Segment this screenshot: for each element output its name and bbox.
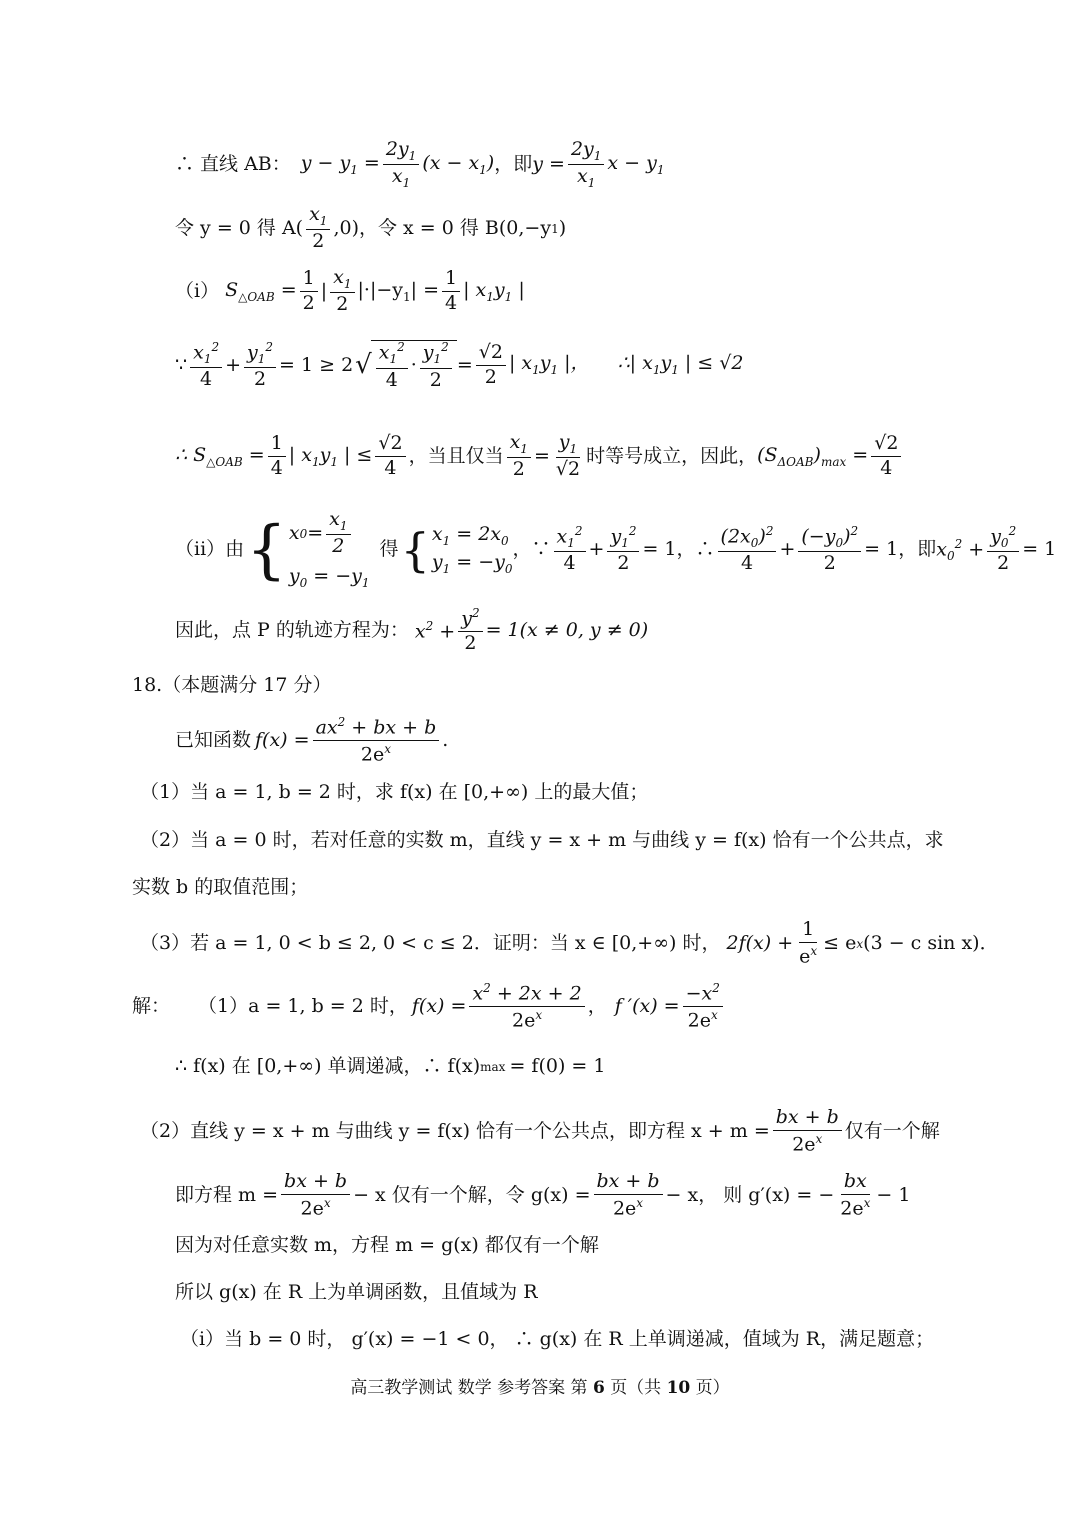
q3-end: (3 − c sin x)．	[863, 932, 999, 955]
intercepts-line: 令 y = 0 得 A( $\frac{x_1}{2}$ ,0)，令 x = 0 得 B(0,−y 1 )	[175, 203, 567, 253]
solution-1: 解： （1）a = 1, b = 2 时， f(x) = $\frac{x^2 + 2x + 2}{2e^x}$ ， f ′(x) = $\frac{-x^2}{2e^x}$	[132, 982, 726, 1032]
q2-text-a: （2）当 a = 0 时，若对任意的实数 m，直线 y = x + m 与曲线 y = f(x) 恰有一个公共点，求	[140, 829, 944, 851]
solution-2-b: 即方程 m = $\frac{bx + b}{2e^x}$ − x 仅有一个解，令 g(x) = $\frac{bx + b}{2e^x}$ − x， 则 g′(x) = − $\frac{bx}{2e^x}$ − 1	[175, 1170, 911, 1220]
sub-question-3: （3）若 a = 1, 0 < b ≤ 2, 0 < c ≤ 2．证明：当 x ∈ [0,+∞) 时， 2f(x) + $\frac{1}{e^x}$ ≤ e x (3 − c sin x)．	[140, 918, 999, 968]
sol2b-text: 即方程 m =	[175, 1184, 279, 1207]
page-footer	[0, 1373, 1080, 1398]
sol1-conclusion-end: = f(0) = 1	[509, 1055, 606, 1077]
q3-tail: ≤ e	[823, 932, 857, 955]
sub-question-2-cont	[132, 878, 308, 897]
case-ii-label: （ii）由	[175, 538, 245, 561]
sol1-comma: ，	[587, 995, 607, 1018]
locus-line: 因此，点 P 的轨迹方程为： $x^2$ + $\frac{y^2}{2}$ = 1(x ≠ 0, y ≠ 0)	[175, 606, 649, 655]
given-function: 已知函数 f(x) = $\frac{ax^2 + bx + b}{2e^x}$ .	[175, 715, 449, 766]
q18-title-text: 18.（本题满分 17 分）	[132, 674, 332, 696]
solution-label: 解：	[132, 995, 171, 1018]
system-line: （ii）由 { x 0 = $\frac{x_1}{2}$ $y_0 = -y_1$ 得 { $x_1 = 2x_0$ $y_1 = -y_0$ ，∵ $\frac{x_1^2}{4}$ + $\frac{y_1^2}{2}$ = 1，∴ $\frac{(2x_0)^2}{4}$ + $\frac{(-y_0)^2}{2}$ = 1，即 $x_0^2$ + $\frac{y_0^2}{2}$ = 1	[175, 508, 1057, 591]
solution-2: （2）直线 y = x + m 与曲线 y = f(x) 恰有一个公共点，即方程 x + m = $\frac{bx + b}{2e^x}$ 仅有一个解	[140, 1106, 940, 1156]
given-text: 已知函数	[175, 729, 252, 752]
q2-text-b: 实数 b 的取值范围；	[132, 876, 309, 898]
footer-text-c: 页）	[695, 1378, 730, 1398]
am-gm-line: ∵ $\frac{x_1^2}{4}$ + $\frac{y_1^2}{2}$ = 1 ≥ 2 √ $\frac{x_1^2}{4}$ · $\frac{y_1^2}{2}$ = $\frac{√2}{2}$ | $x_1y_1$ |， ∴| $x_1y_1$ | ≤ √2	[175, 339, 744, 391]
q1-text: （1）当 a = 1, b = 2 时，求 f(x) 在 [0,+∞) 上的最大值；	[140, 781, 649, 803]
area-line: （i） $S_{\triangle OAB}$ = $\frac{1}{2}$ | $\frac{x_1}{2}$ $|\cdot|-y_1|$ = $\frac{1}{4}$ | $x_1y_1$ |	[175, 266, 525, 316]
sol2-text: （2）直线 y = x + m 与曲线 y = f(x) 恰有一个公共点，即方程 x + m =	[140, 1120, 770, 1143]
line-ab-mid: ，即	[494, 153, 533, 176]
sol1-conclusion: ∴ f(x) 在 [0,+∞) 单调递减，∴ f(x)	[175, 1055, 481, 1077]
sub-question-1	[140, 783, 648, 802]
footer-text-b: 页（共	[610, 1378, 662, 1398]
solution-2-c	[175, 1236, 599, 1255]
sol2d-text: 所以 g(x) 在 R 上为单调函数，且值域为 R	[175, 1281, 538, 1303]
footer-text-a: 高三教学测试 数学 参考答案 第	[350, 1378, 588, 1398]
max-area-line: ∴ $S_{\triangle OAB}$ = $\frac{1}{4}$ | $x_1y_1$ | ≤ $\frac{√2}{4}$ ，当且仅当 $\frac{x_1}{2}$ = $\frac{y_1}{√2}$ 时等号成立，因此， $(S_{\Delta OAB})_{max}$ = $\frac{√2}{4}$	[175, 433, 904, 480]
line-ab-equation: ∴ 直线 AB： $y - y_1$ = $\frac{2y_1}{x_1}$ $(x - x_1)$ ，即 y = $\frac{2y_1}{x_1}$ $x - y_1$	[175, 138, 665, 191]
locus-text: 因此，点 P 的轨迹方程为：	[175, 619, 409, 642]
eq2-text: = 1，即	[864, 538, 937, 561]
line-ab-label: ∴ 直线 AB：	[175, 153, 291, 176]
sub-question-2	[140, 831, 944, 850]
sol2c-text: 因为对任意实数 m，方程 m = g(x) 都仅有一个解	[175, 1234, 599, 1256]
locus-condition: = 1(x ≠ 0, y ≠ 0)	[485, 619, 649, 642]
iff-text: ，当且仅当	[408, 445, 504, 468]
intercept-a: 令 y = 0 得 A(	[175, 217, 304, 240]
sol2b-mid: − x 仅有一个解，令 g(x) =	[353, 1184, 591, 1207]
solution-2-d	[175, 1283, 538, 1302]
solution-1-conclusion: ∴ f(x) 在 [0,+∞) 单调递减，∴ f(x) max = f(0) = 1	[175, 1055, 606, 1077]
sol2b-end: − 1	[876, 1184, 911, 1207]
case-i-label: （i）	[175, 280, 220, 303]
question-18-title	[132, 676, 331, 695]
since-text: ，∵	[512, 538, 551, 561]
de-text: 得	[379, 538, 399, 561]
sol2b-mid2: − x， 则 g′(x) = −	[665, 1184, 835, 1207]
solution-2-e	[180, 1330, 934, 1349]
equality-text: 时等号成立，因此，	[586, 445, 758, 468]
q3-text: （3）若 a = 1, 0 < b ≤ 2, 0 < c ≤ 2．证明：当 x ∈ [0,+∞) 时，	[140, 932, 721, 955]
intercept-b: ,0)，令 x = 0 得 B(0,−y	[333, 217, 552, 240]
footer-page-number: 6	[592, 1378, 605, 1398]
sol2-end: 仅有一个解	[844, 1120, 940, 1143]
sol1-text: （1）a = 1, b = 2 时，	[198, 995, 408, 1018]
footer-total-pages: 10	[666, 1378, 691, 1398]
sol2e-text: （i）当 b = 0 时， g′(x) = −1 < 0， ∴ g(x) 在 R 上单调递减，值域为 R，满足题意；	[180, 1328, 935, 1350]
eq1-text: = 1，∴	[642, 538, 715, 561]
